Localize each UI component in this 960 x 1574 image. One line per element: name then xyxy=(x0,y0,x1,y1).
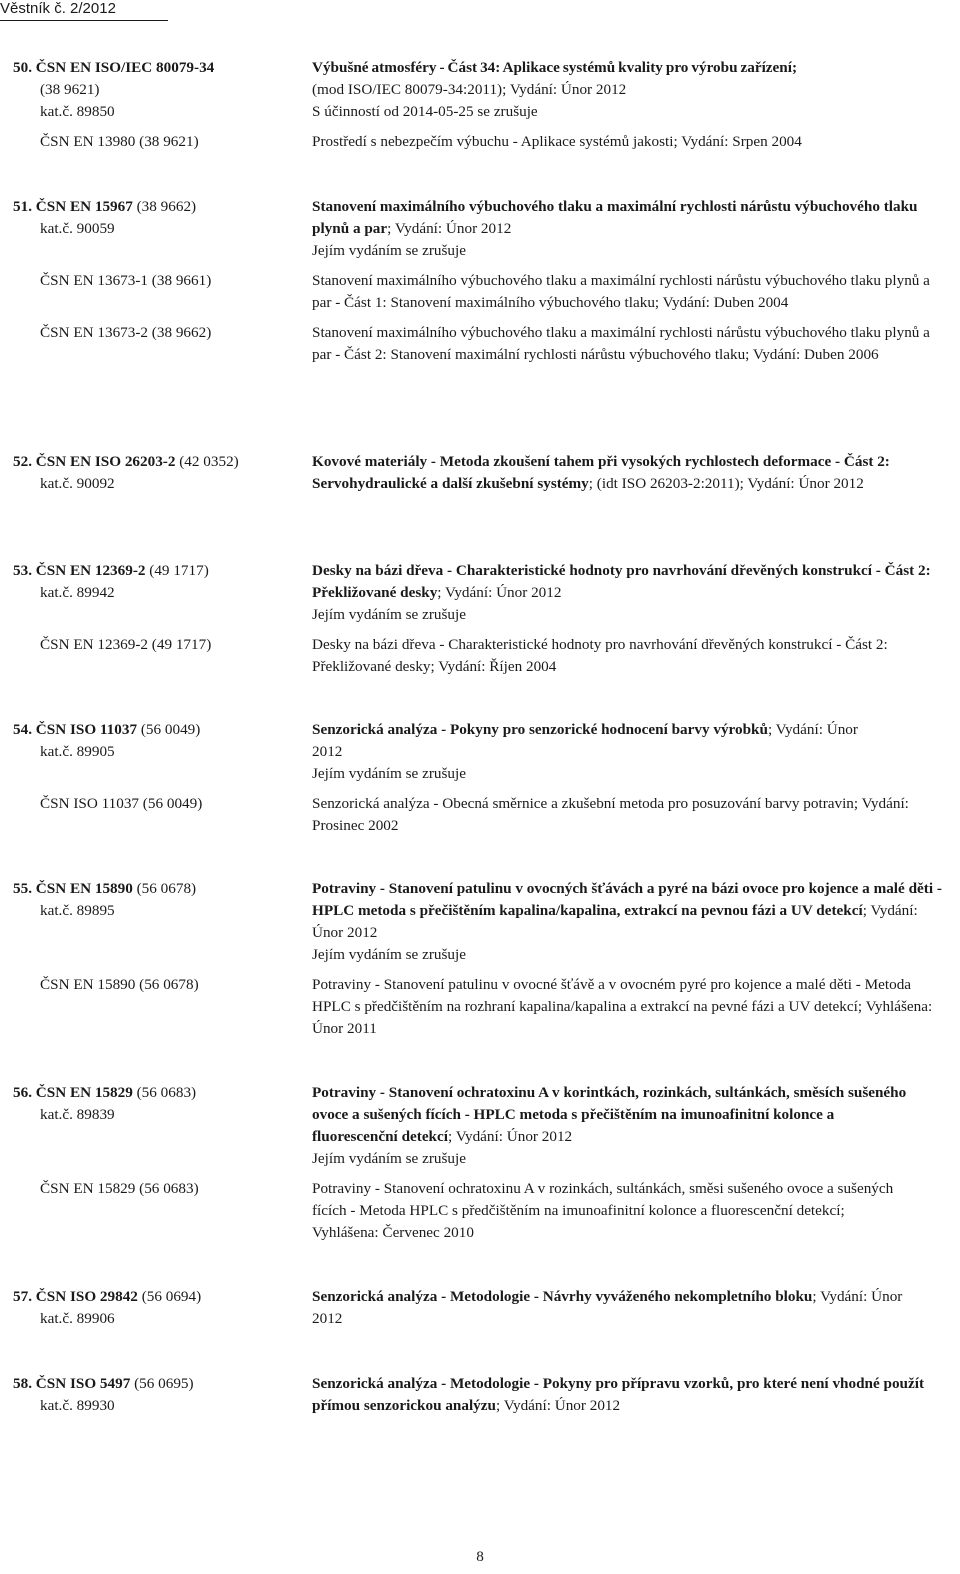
standard-class: (42 0352) xyxy=(179,453,239,470)
standard-entry-54 xyxy=(0,719,960,837)
standard-title: Stanovení maximálního výbuchového tlaku a maximální rychlosti nárůstu výbuchového tlaku plynů a par xyxy=(312,198,918,237)
standard-title-rest: ; Vydání: Únor 2012 xyxy=(495,1397,621,1414)
standard-entry-57 xyxy=(0,1286,960,1330)
standard-title-rest: (mod ISO/IEC 80079-34:2011); Vydání: Únor 2012 xyxy=(312,81,627,98)
standard-class: (56 0695) xyxy=(134,1375,194,1392)
replaced-code: ČSN EN 13980 (38 9621) xyxy=(40,133,199,150)
catalog-number: kat.č. 89850 xyxy=(40,103,115,120)
page-number: 8 xyxy=(476,1548,484,1565)
standard-class: (49 1717) xyxy=(149,562,209,579)
standard-entry-50 xyxy=(0,57,960,153)
standard-title: Senzorická analýza - Metodologie - Pokyny pro přípravu vzorků, pro které není vhodné použít přímou senzorickou analýzu xyxy=(312,1375,925,1414)
journal-header xyxy=(0,0,168,22)
entry-number: 52. xyxy=(13,453,32,470)
standard-code: ČSN EN 12369-2 xyxy=(35,562,146,579)
standard-entry-55 xyxy=(0,878,960,1040)
effect-note: S účinností od 2014-05-25 se zrušuje xyxy=(312,103,538,120)
effect-note: Jejím vydáním se zrušuje xyxy=(312,765,466,782)
replaced-title: Stanovení maximálního výbuchového tlaku a maximální rychlosti nárůstu výbuchového tlaku plynů a par - Část 2: Stanovení maximální rychlosti nárůstu výbuchového tlaku; Vydání: Duben 2006 xyxy=(312,324,930,363)
standard-title-rest: ; Vydání: Únor 2012 xyxy=(387,220,512,237)
replaced-title: Senzorická analýza - Obecná směrnice a zkušební metoda pro posuzování barvy potravin; Vydání: Prosinec 2002 xyxy=(312,795,909,834)
standard-title-rest: ; (idt ISO 26203-2:2011); Vydání: Únor 2012 xyxy=(588,475,864,492)
standard-title: Výbušné atmosféry - Část 34: Aplikace systémů kvality pro výrobu zařízení; xyxy=(312,59,798,76)
standard-title: Senzorická analýza - Pokyny pro senzorické hodnocení barvy výrobků xyxy=(312,721,768,738)
replaced-title: Stanovení maximálního výbuchového tlaku a maximální rychlosti nárůstu výbuchového tlaku plynů a par - Část 1: Stanovení maximálního výbuchového tlaku; Vydání: Duben 2004 xyxy=(312,272,930,311)
effect-note: Jejím vydáním se zrušuje xyxy=(312,946,466,963)
standard-entry-56 xyxy=(0,1082,960,1244)
standard-code: ČSN ISO 29842 xyxy=(35,1288,138,1305)
standard-entry-53 xyxy=(0,560,960,678)
replaced-code: ČSN EN 15890 (56 0678) xyxy=(40,976,199,993)
standard-title: Potraviny - Stanovení ochratoxinu A v korintkách, rozinkách, sultánkách, směsích sušeného ovoce a sušených fících - HPLC metoda s přečištěním na imunoafinitní kolonce a fluorescenční detekcí xyxy=(312,1084,907,1145)
replaced-code: ČSN EN 13673-1 (38 9661) xyxy=(40,272,212,289)
journal-title: Věstník č. 2/2012 xyxy=(0,0,116,17)
catalog-number: kat.č. 89905 xyxy=(40,743,115,760)
standard-code: ČSN ISO 5497 xyxy=(35,1375,131,1392)
standard-title: Potraviny - Stanovení patulinu v ovocných šťávách a pyré na bázi ovoce pro kojence a malé děti - HPLC metoda s přečištěním kapalina/kapalina, extrakcí na pevnou fázi a UV detekcí xyxy=(312,880,942,919)
catalog-number: kat.č. 90059 xyxy=(40,220,115,237)
replaced-code: ČSN EN 15829 (56 0683) xyxy=(40,1180,199,1197)
catalog-number: kat.č. 89906 xyxy=(40,1310,115,1327)
standard-title-rest: ; Vydání: Únor 2012 xyxy=(312,721,858,760)
entry-number: 51. xyxy=(13,198,32,215)
standard-title: Kovové materiály - Metoda zkoušení tahem při vysokých rychlostech deformace - Část 2: Servohydraulické a další zkušební systémy xyxy=(312,453,890,492)
header-rule xyxy=(0,20,168,21)
standard-class: (38 9621) xyxy=(40,81,100,98)
catalog-number: kat.č. 89895 xyxy=(40,902,115,919)
standard-title-rest: ; Vydání: Únor 2012 xyxy=(312,902,918,941)
catalog-number: kat.č. 89839 xyxy=(40,1106,115,1123)
entry-number: 57. xyxy=(13,1288,32,1305)
standard-code: ČSN EN 15890 xyxy=(35,880,133,897)
catalog-number: kat.č. 90092 xyxy=(40,475,115,492)
catalog-number: kat.č. 89942 xyxy=(40,584,115,601)
standard-class: (56 0694) xyxy=(141,1288,202,1305)
replaced-title: Potraviny - Stanovení patulinu v ovocné šťávě a v ovocném pyré pro kojence a malé děti - Metoda HPLC s předčištěním na rozhraní kapalina/kapalina a extrakcí na pevné fázi a UV detekcí; Vyhlášena: Únor 2011 xyxy=(312,976,933,1037)
replaced-title: Desky na bázi dřeva - Charakteristické hodnoty pro navrhování dřevěných konstrukcí - Část 2: Překližované desky; Vydání: Říjen 2004 xyxy=(312,636,888,675)
standard-title: Senzorická analýza - Metodologie - Návrhy vyváženého nekompletního bloku xyxy=(312,1288,813,1305)
catalog-number: kat.č. 89930 xyxy=(40,1397,115,1414)
replaced-code: ČSN EN 12369-2 (49 1717) xyxy=(40,636,212,653)
standard-title-rest: ; Vydání: Únor 2012 xyxy=(447,1128,573,1145)
entry-number: 55. xyxy=(13,880,32,897)
entry-number: 54. xyxy=(13,721,32,738)
standard-title-rest: ; Vydání: Únor 2012 xyxy=(437,584,562,601)
standard-title: Desky na bázi dřeva - Charakteristické hodnoty pro navrhování dřevěných konstrukcí - Část 2: Překližované desky xyxy=(312,562,931,601)
effect-note: Jejím vydáním se zrušuje xyxy=(312,606,466,623)
standard-entry-51 xyxy=(0,196,960,366)
standard-class: (38 9662) xyxy=(136,198,197,215)
standard-entry-58 xyxy=(0,1373,960,1417)
standard-class: (56 0049) xyxy=(140,721,201,738)
standard-code: ČSN ISO 11037 xyxy=(35,721,138,738)
entry-number: 50. xyxy=(13,59,32,76)
standard-code: ČSN EN 15829 xyxy=(35,1084,133,1101)
entry-number: 56. xyxy=(13,1084,32,1101)
standard-code: ČSN EN ISO/IEC 80079-34 xyxy=(35,59,215,76)
entry-number: 58. xyxy=(13,1375,32,1392)
replaced-code: ČSN EN 13673-2 (38 9662) xyxy=(40,324,212,341)
replaced-title: Potraviny - Stanovení ochratoxinu A v rozinkách, sultánkách, směsi sušeného ovoce a sušených fících - Metoda HPLC s předčištěním na imunoafinitní kolonce a fluorescenční detekcí; Vyhlášena: Červenec 2010 xyxy=(312,1180,894,1241)
standard-class: (56 0678) xyxy=(136,880,197,897)
standard-code: ČSN EN 15967 xyxy=(35,198,133,215)
effect-note: Jejím vydáním se zrušuje xyxy=(312,242,466,259)
replaced-title: Prostředí s nebezpečím výbuchu - Aplikace systémů jakosti; Vydání: Srpen 2004 xyxy=(312,133,802,150)
standard-class: (56 0683) xyxy=(136,1084,197,1101)
standard-entry-52 xyxy=(0,451,960,495)
replaced-code: ČSN ISO 11037 (56 0049) xyxy=(40,795,203,812)
entry-number: 53. xyxy=(13,562,32,579)
effect-note: Jejím vydáním se zrušuje xyxy=(312,1150,466,1167)
standard-title-rest: ; Vydání: Únor 2012 xyxy=(312,1288,903,1327)
standard-code: ČSN EN ISO 26203-2 xyxy=(35,453,176,470)
